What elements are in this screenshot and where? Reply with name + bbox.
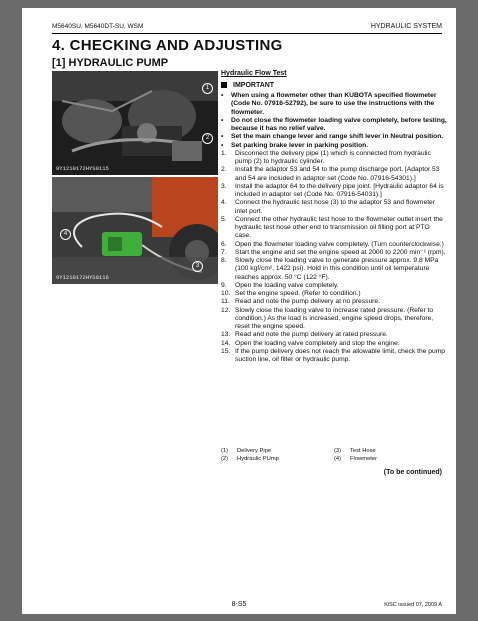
procedure-step: 7. Start the engine and set the engine speed at 2000 to 2200 min⁻¹ (rpm). bbox=[221, 248, 446, 256]
procedure-step: 14. Open the loading valve completely and stop the engine. bbox=[221, 339, 400, 347]
procedure-step: 9. Open the loading valve completely. bbox=[221, 281, 339, 289]
procedure-step: 12. Slowly close the loading valve to increase rated pressure. (Refer to condition.) As the load is increased, engine speed drops, therefore, reset the engine speed. bbox=[221, 306, 434, 330]
important-square-icon bbox=[221, 82, 227, 88]
legend-item: (1) Delivery Pipe bbox=[221, 448, 272, 454]
legend-item: (4) Flowmeter bbox=[334, 456, 378, 462]
page-subtitle: [1] HYDRAULIC PUMP bbox=[52, 57, 169, 69]
manual-page bbox=[22, 8, 456, 614]
procedure-step: 6. Open the flowmeter loading valve completely. (Turn counterclockwise.) bbox=[221, 240, 444, 248]
procedure-step: 2. Install the adaptor 53 and 54 to the pump discharge port. [Adaptor 53 and 54 are included in adaptor set (Code No. 07916-54301).] bbox=[221, 166, 440, 182]
procedure-step: 15. If the pump delivery does not reach the allowable limit, check the pump suction line, oil filter or hydraulic pump. bbox=[221, 347, 446, 363]
procedure-step: 13. Read and note the pump delivery at rated pressure. bbox=[221, 331, 388, 339]
procedure-step: 4. Connect the hydraulic test hose (3) to the adaptor 53 and flowmeter inlet port. bbox=[221, 199, 435, 215]
procedure-step: 1. Disconnect the delivery pipe (1) which is connected from hydraulic pump (2) to hydraulic cylinder. bbox=[221, 149, 431, 165]
important-bullet: • Do not close the flowmeter loading valve completely, before testing, because it has no relief valve. bbox=[221, 116, 447, 132]
photo-caption: 9Y1210172HYS0116 bbox=[56, 274, 109, 281]
callout-4: 4 bbox=[60, 229, 71, 240]
continued-note: (To be continued) bbox=[383, 469, 442, 476]
page-title: 4. CHECKING AND ADJUSTING bbox=[52, 37, 283, 54]
photo-engine-pump bbox=[52, 71, 218, 175]
important-bullet: • When using a flowmeter other than KUBOTA specified flowmeter (Code No. 07916-52792), be sure to use the instructions with the flowmeter. bbox=[221, 92, 437, 116]
photo-caption: 9Y1210172HYS0115 bbox=[56, 165, 109, 172]
important-label: IMPORTANT bbox=[233, 82, 275, 89]
important-bullet: • Set parking brake lever in parking position. bbox=[221, 141, 369, 149]
header-model: M5640SU, M5640DT-SU, WSM bbox=[52, 23, 144, 30]
important-heading bbox=[221, 82, 274, 89]
section-title: Hydraulic Flow Test bbox=[221, 70, 287, 77]
legend-item: (2) Hydraulic PUmp bbox=[221, 456, 279, 462]
important-bullet: • Set the main change lever and range shift lever in Neutral position. bbox=[221, 133, 444, 141]
header-section: HYDRAULIC SYSTEM bbox=[370, 23, 442, 30]
callout-3: 3 bbox=[192, 261, 203, 272]
procedure-step: 3. Install the adaptor 64 to the delivery pipe joint. [Hydraulic adaptor 64 is included in adaptor set (Code No. 07916-54031).] bbox=[221, 182, 444, 198]
photo-flowmeter-setup bbox=[52, 177, 218, 284]
procedure-step: 8. Slowly close the loading valve to generate pressure approx. 9.8 MPa (100 kgf/cm², 1422 psi). Hold in this condition until oil temperature reaches approx. 50 °C (122 °F). bbox=[221, 257, 439, 281]
parts-legend bbox=[221, 448, 447, 464]
callout-1: 1 bbox=[202, 83, 213, 94]
procedure-step: 11. Read and note the pump delivery at no pressure. bbox=[221, 298, 380, 306]
page-number: 8-S5 bbox=[231, 601, 247, 608]
procedure-text bbox=[221, 92, 447, 364]
procedure-step: 10. Set the engine speed. (Refer to condition.) bbox=[221, 290, 361, 297]
callout-2: 2 bbox=[202, 133, 213, 144]
legend-item: (3) Test Hose bbox=[334, 448, 376, 454]
header-rule bbox=[52, 33, 442, 34]
issue-note: KiSC issued 07, 2009 A bbox=[384, 602, 442, 608]
procedure-step: 5. Connect the other hydraulic test hose to the flowmeter outlet insert the hydraulic test hose other end to transmission oil filling port at PTO case. bbox=[221, 215, 443, 240]
